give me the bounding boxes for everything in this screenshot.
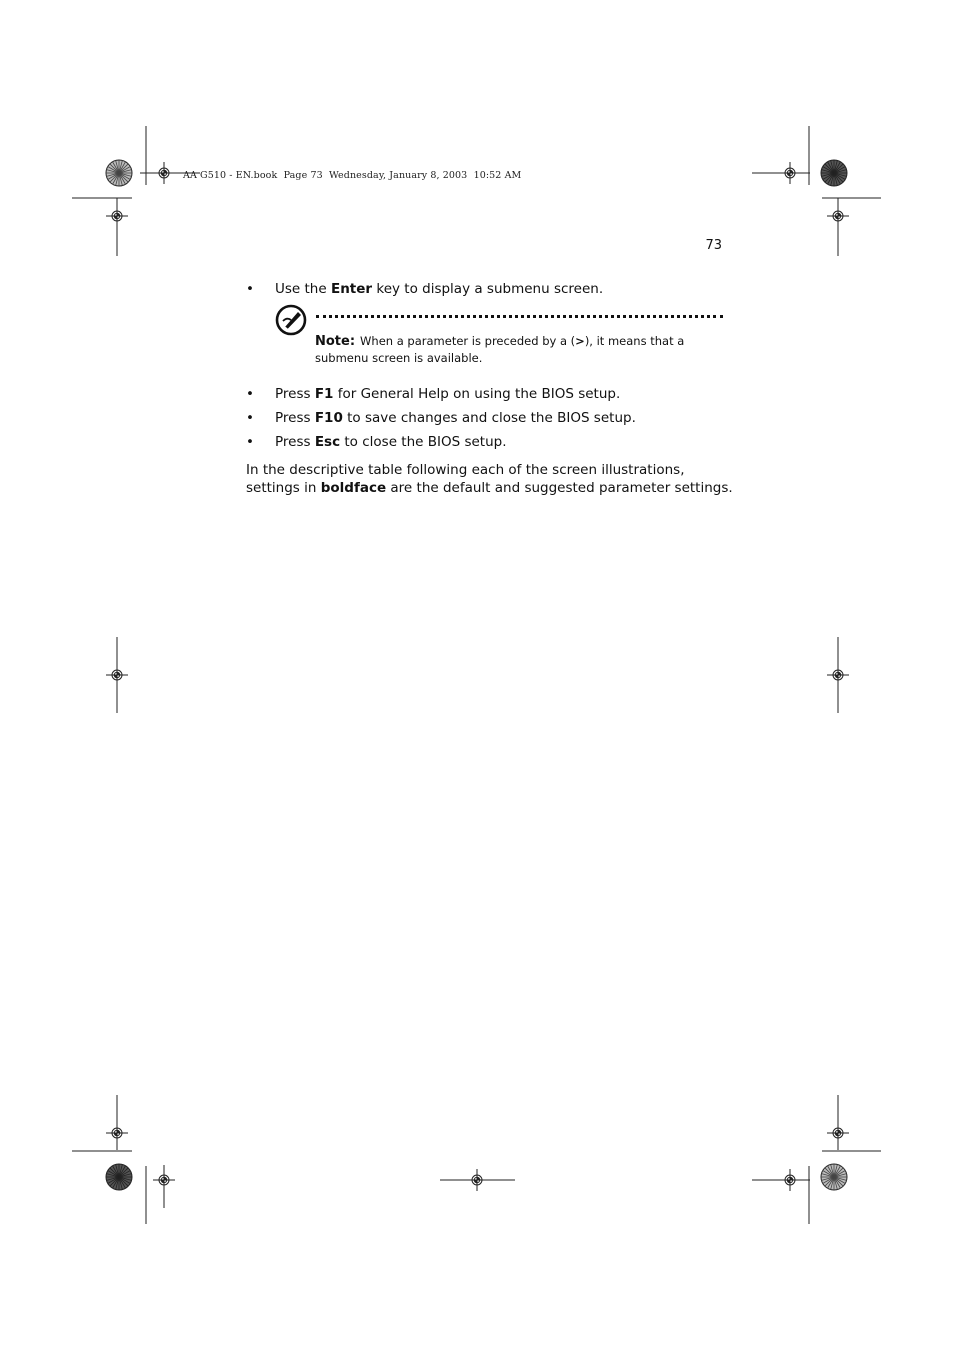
bullet-marker: • [246,386,254,402]
body-paragraph: In the descriptive table following each of the screen illustrations, settings in boldface are the default and suggested parameter settings. [246,462,733,496]
note-divider [316,315,723,318]
color-bar-starburst-icon [106,160,132,186]
color-bar-starburst-icon [821,1164,847,1190]
color-bar-starburst-icon [106,1164,132,1190]
bullet-marker: • [246,410,254,426]
bullet-text: Press F1 for General Help on using the BIOS setup. [275,386,621,402]
note-pen-icon [274,303,308,337]
note-text: Note: When a parameter is preceded by a (>), it means that a submenu screen is available. [315,334,685,365]
color-bar-starburst-icon [821,160,847,186]
bullet-text: Press Esc to close the BIOS setup. [275,434,507,450]
bullet-marker: • [246,434,254,450]
bullet-marker: • [246,281,254,297]
page-number: 73 [705,238,722,253]
bullet-text: Press F10 to save changes and close the BIOS setup. [275,410,636,426]
bullet-text: Use the Enter key to display a submenu screen. [275,281,604,297]
file-header: AA G510 - EN.book Page 73 Wednesday, January 8, 2003 10:52 AM [183,170,522,181]
note-label: Note: [315,334,356,349]
